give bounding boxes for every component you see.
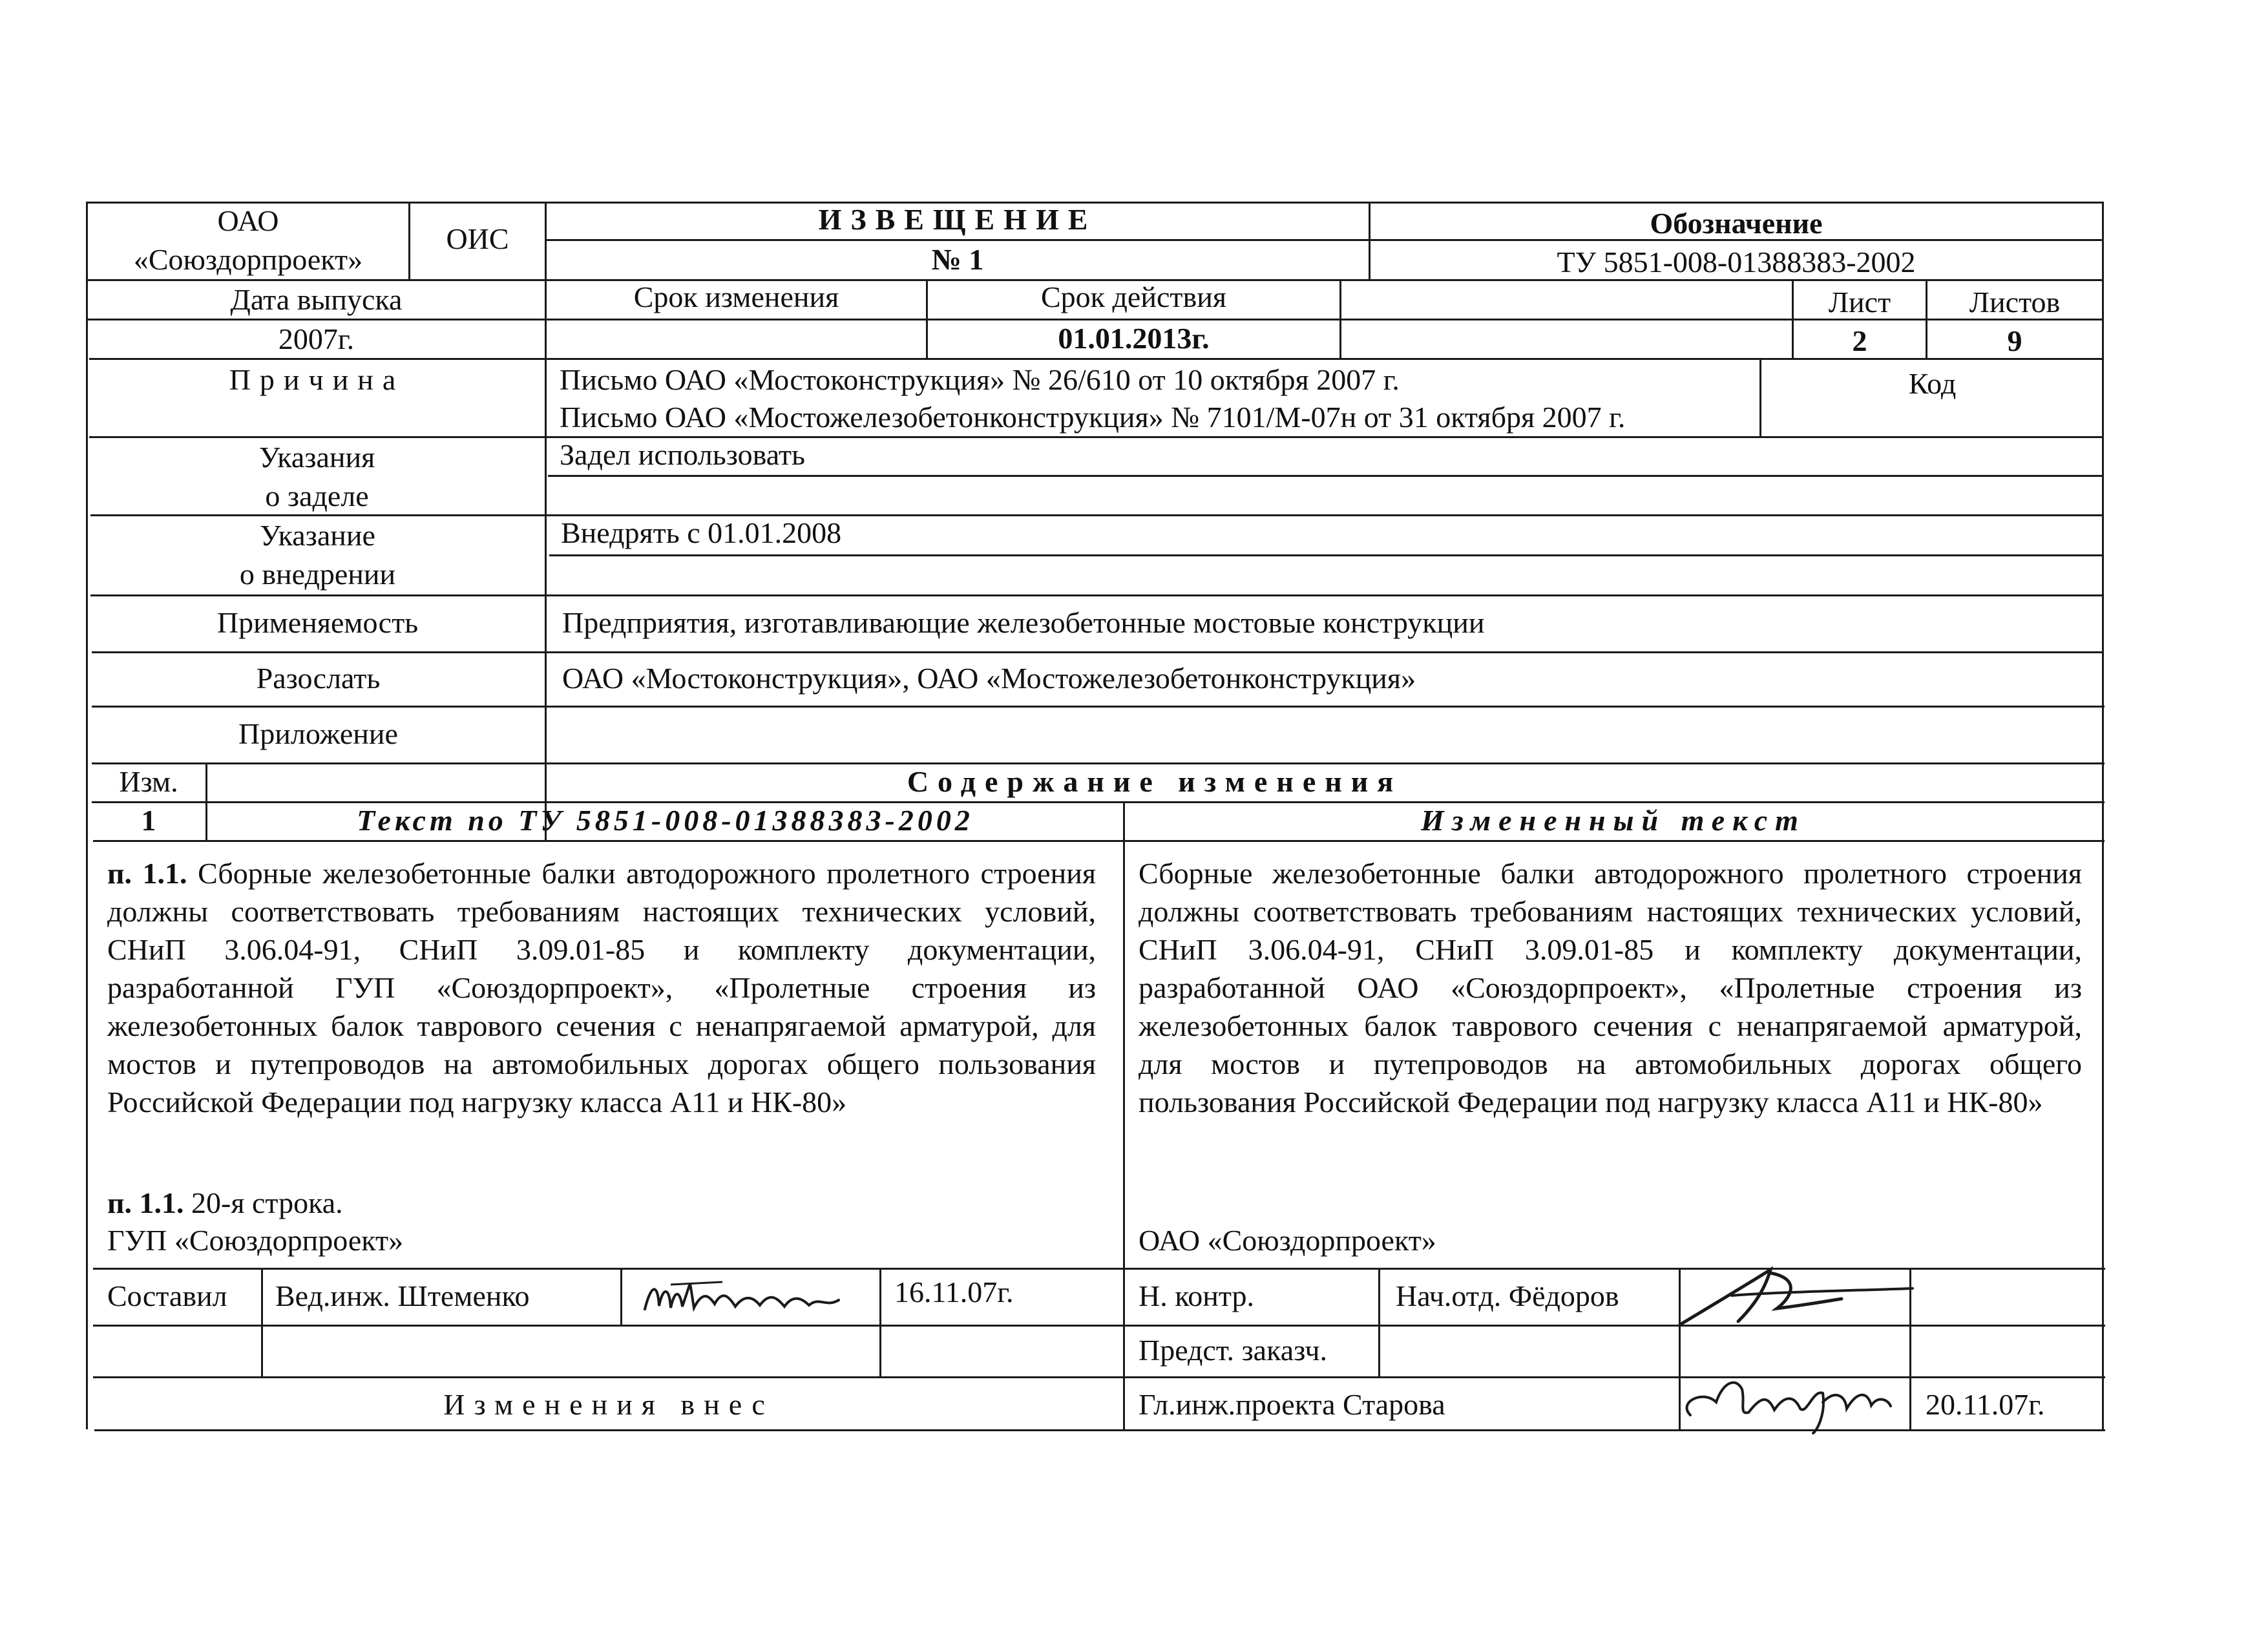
designation-value: ТУ 5851-008-01388383-2002 (1557, 246, 1916, 278)
new-text-header: Измененный текст (1421, 804, 1806, 837)
old-text-para1-label: п. 1.1. (107, 857, 187, 890)
old-text-para2-body: 20-я строка. (184, 1186, 343, 1219)
rule (879, 1268, 881, 1376)
chief-date: 20.11.07г. (1926, 1388, 2045, 1421)
reason-line2: Письмо ОАО «Мостожелезобетонконструкция» № 7101/М-07н от 31 октября 2007 г. (560, 401, 1626, 434)
rule (548, 475, 2103, 477)
old-text-note (107, 1185, 343, 1221)
distribution-label: Разослать (256, 662, 381, 695)
old-text-header: Текст по ТУ 5851-008-01388383-2002 (357, 804, 974, 837)
sheet-label: Лист (1828, 286, 1891, 319)
applicability-value: Предприятия, изготавливающие железобетонные мостовые конструкции (562, 606, 1485, 639)
new-text-paragraph: Сборные железобетонные балки автодорожного пролетного строения должны соответствовать требованиям настоящих технических условий, СНиП 3.06.04-91, СНиП 3.09.01-85 и комплекту документации, разработанной ОАО «Союздорпроект», «Пролетные строения из железобетонных балок таврового сечения с ненапрягаемой арматурой, для мостов и путепроводов на автомобильных дорогах общего пользования Российской Федерации под нагрузку класса А11 и НК-80» (1139, 857, 2082, 1119)
signature-compiler (632, 1270, 865, 1322)
signature-chief-engineer (1677, 1370, 1910, 1434)
department: ОИС (446, 222, 509, 255)
applicability-label: Применяемость (216, 606, 419, 639)
designation-label: Обозначение (1650, 207, 1823, 240)
compiled-by-name: Вед.инж. Штеменко (275, 1279, 530, 1312)
rule (1339, 279, 1341, 358)
org-name-line2: «Союздорпроект» (133, 243, 363, 276)
document-number: № 1 (931, 243, 984, 276)
backlog-label-line2: о заделе (265, 479, 369, 512)
implementation-value: Внедрять с 01.01.2008 (561, 516, 842, 549)
document-type: ИЗВЕЩЕНИЕ (818, 203, 1097, 236)
rule (86, 202, 88, 1429)
rule (1378, 1268, 1380, 1376)
attachment-label: Приложение (238, 717, 398, 750)
chief-engineer: Гл.инж.проекта Старова (1139, 1388, 1445, 1421)
issue-date-value: 2007г. (278, 322, 355, 355)
rule (90, 594, 2103, 596)
rule (92, 651, 2103, 653)
changes-by-label: Изменения внес (443, 1388, 774, 1421)
validity-label: Срок действия (1041, 280, 1226, 313)
change-term-label: Срок изменения (633, 280, 839, 313)
distribution-value: ОАО «Мостоконструкция», ОАО «Мостожелезобетонконструкция» (562, 662, 1416, 695)
content-title: Содержание изменения (907, 765, 1403, 798)
rule (92, 706, 2105, 708)
issue-date-label: Дата выпуска (230, 283, 403, 316)
revision-number: 1 (141, 804, 156, 837)
rule (620, 1268, 622, 1325)
rule (1123, 801, 1125, 1429)
rule (89, 436, 2103, 438)
customer-rep-label: Предст. заказч. (1139, 1334, 1328, 1367)
signature-norm-control (1674, 1260, 1919, 1331)
code-label: Код (1908, 367, 1957, 400)
sheets-value: 9 (2007, 324, 2022, 357)
compiled-by-label: Составил (107, 1279, 227, 1312)
backlog-label-line1: Указания (258, 441, 375, 474)
implementation-label-line1: Указание (260, 519, 375, 552)
reason-label: Причина (229, 363, 405, 396)
old-text-para2-label: п. 1.1. (107, 1186, 184, 1219)
sheet-value: 2 (1852, 324, 1867, 357)
implementation-label-line2: о внедрении (239, 558, 396, 591)
org-name-line1: ОАО (217, 204, 279, 237)
new-text-org: ОАО «Союздорпроект» (1139, 1224, 1436, 1257)
old-text-org: ГУП «Союздорпроект» (107, 1224, 404, 1257)
revision-label: Изм. (119, 765, 178, 798)
norm-control-name: Нач.отд. Фёдоров (1396, 1279, 1619, 1312)
rule (93, 840, 2105, 842)
old-text-paragraph (107, 854, 1096, 1121)
compiled-date: 16.11.07г. (894, 1276, 1014, 1308)
rule (90, 514, 2103, 516)
sheets-label: Листов (1969, 286, 2061, 319)
norm-control-label: Н. контр. (1139, 1279, 1255, 1312)
backlog-value: Задел использовать (560, 438, 806, 471)
validity-value: 01.01.2013г. (1058, 322, 1210, 355)
rule (261, 1268, 263, 1376)
rule (549, 554, 2103, 556)
old-text-para1-body: Сборные железобетонные балки автодорожного пролетного строения должны соответствовать требованиям настоящих технических условий, СНиП 3.06.04-91, СНиП 3.09.01-85 и комплекту документации, разработанной ГУП «Союздорпроект», «Пролетные строения из железобетонных балок таврового сечения с ненапрягаемой арматурой, для мостов и путепроводов на автомобильных дорогах общего пользования Российской Федерации под нагрузку класса А11 и НК-80» (107, 857, 1096, 1119)
reason-line1: Письмо ОАО «Мостоконструкция» № 26/610 от 10 октября 2007 г. (560, 363, 1400, 396)
